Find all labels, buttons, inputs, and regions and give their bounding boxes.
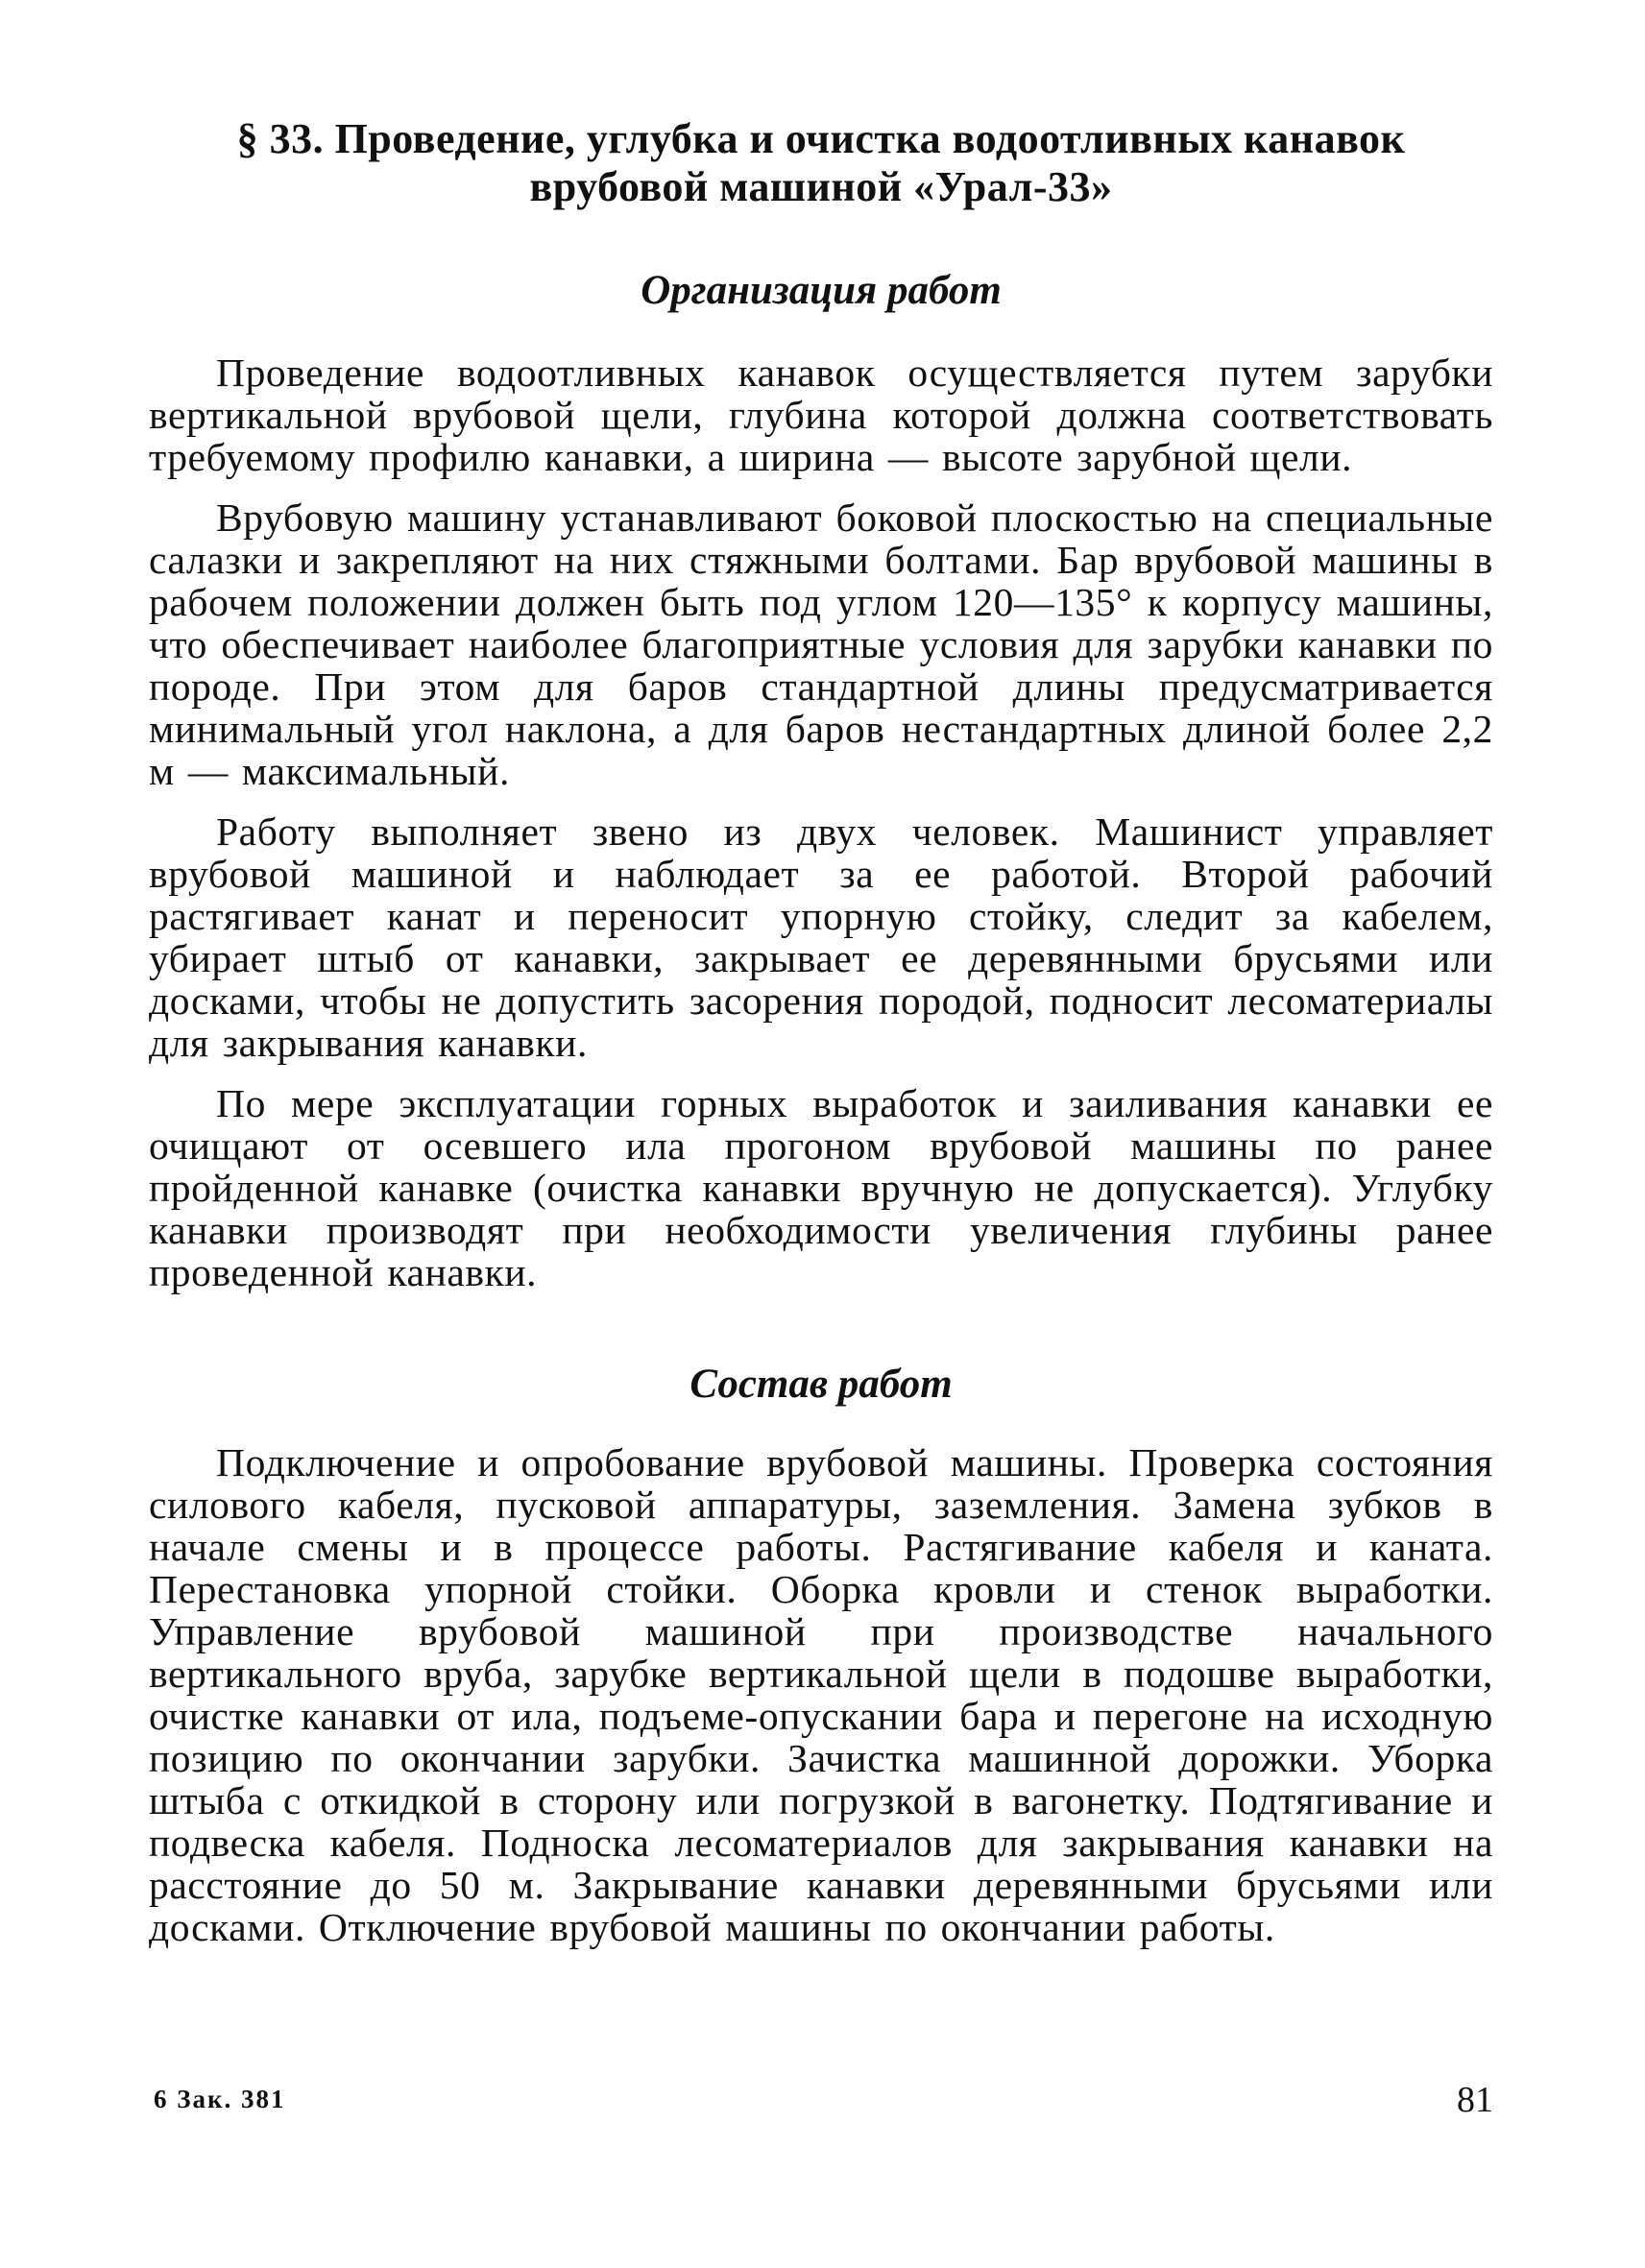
organization-paragraph-2: Врубовую машину устанавливают боковой плоскостью на специальные салазки и закрепляют на них стяжными болтами. Бар врубовой машины в рабочем положении должен быть под углом 120—135° к корпусу машины, что обеспечивает наиболее благоприятные условия для зарубки канавки по породе. При этом для баров стандартной длины предусматривается минимальный угол наклона, а для баров нестандартных длиной более 2,2 м — максимальный. — [149, 495, 1493, 793]
page-number: 81 — [1457, 2080, 1493, 2120]
section-title — [149, 115, 1493, 211]
section-title-line-2: врубовой машиной «Урал-33» — [529, 163, 1113, 210]
page-footer — [149, 2079, 1493, 2127]
organization-paragraph-3: Работу выполняет звено из двух человек. Машинист управляет врубовой машиной и наблюдает за ее работой. Второй рабочий растягивает канат и переносит упорную стойку, следит за кабелем, убирает штыб от канавки, закрывает ее деревянными брусьями или досками, чтобы не допустить засорения породой, подносит лесоматериалы для закрывания канавки. — [149, 809, 1493, 1065]
organization-paragraph-4: По мере эксплуатации горных выработок и заиливания канавки ее очищают от осевшего ила прогоном врубовой машины по ранее пройденной канавке (очистка канавки вручную не допускается). Углубку канавки производят при необходимости увеличения глубины ранее проведенной канавки. — [149, 1081, 1493, 1294]
organization-paragraph-1: Проведение водоотливных канавок осуществляется путем зарубки вертикальной врубовой щели, глубина которой должна соответствовать требуемому профилю канавки, а ширина — высоте зарубной щели. — [149, 350, 1493, 479]
order-mark: 6 Зак. 381 — [154, 2085, 286, 2113]
section-title-line-1: § 33. Проведение, углубка и очистка водоотливных канавок — [236, 115, 1406, 162]
composition-heading: Состав работ — [689, 1362, 953, 1407]
organization-heading: Организация работ — [641, 268, 1002, 313]
composition-paragraph-1: Подключение и опробование врубовой машины. Проверка состояния силового кабеля, пусковой аппаратуры, заземления. Замена зубков в начале смены и в процессе работы. Растягивание кабеля и каната. Перестановка упорной стойки. Оборка кровли и стенок выработки. Управление врубовой машиной при производстве начального вертикального вруба, зарубке вертикальной щели в подошве выработки, очистке канавки от ила, подъеме-опускании бара и перегоне на исходную позицию по окончании зарубки. Зачистка машинной дорожки. Уборка штыба с откидкой в сторону или погрузкой в вагонетку. Подтягивание и подвеска кабеля. Подноска лесоматериалов для закрывания канавки на расстояние до 50 м. Закрывание канавки деревянными брусьями или досками. Отключение врубовой машины по окончании работы. — [149, 1440, 1493, 1949]
page-content — [149, 115, 1493, 1966]
